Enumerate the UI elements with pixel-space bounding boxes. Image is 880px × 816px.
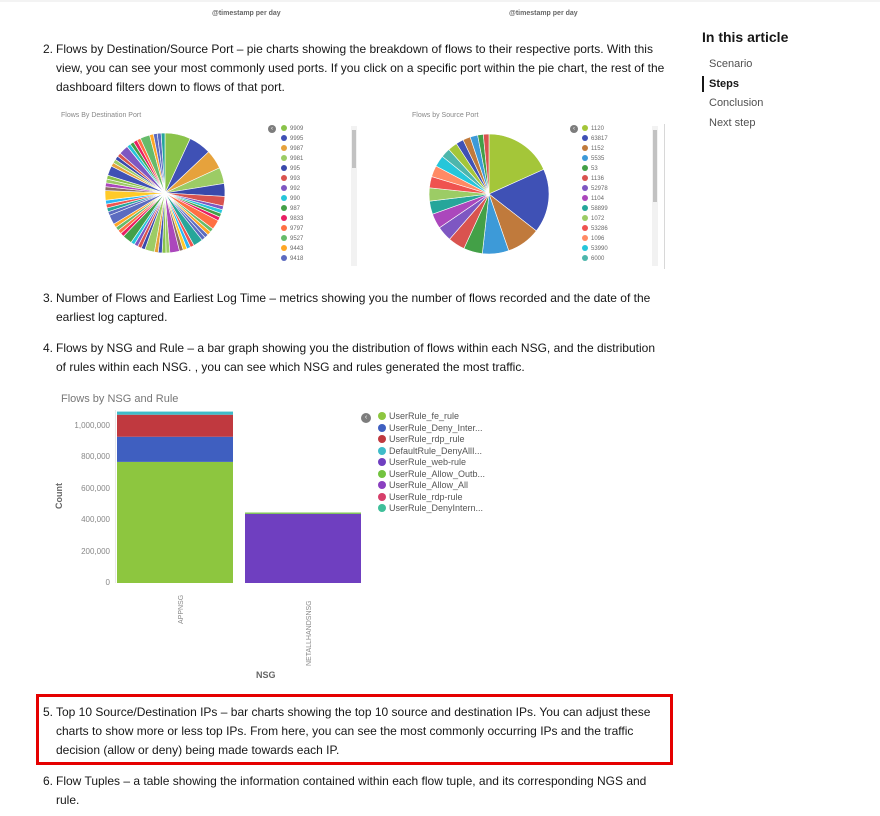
- pie-destination-legend-item[interactable]: [281, 174, 303, 184]
- bar-chart-ylabel: Count: [54, 483, 64, 509]
- pie-source-legend-item[interactable]: [582, 244, 608, 254]
- step-4: [43, 339, 668, 377]
- step-5-text: Top 10 Source/Destination IPs – bar charts showing the top 10 source and destination IPs. You can adjust these charts to show more or less top IPs. From here, you can see the most commonly occurring IPs and the traffic decision (allow or deny) being made towards each IP.: [56, 705, 651, 757]
- legend-dot-icon: [281, 215, 287, 221]
- bar-chart-legend: [378, 411, 485, 515]
- bar-chart-ytick: 400,000: [81, 515, 110, 525]
- pie-destination-legend-item[interactable]: [281, 234, 303, 244]
- legend-label: 9995: [290, 136, 304, 142]
- legend-dot-icon: [281, 235, 287, 241]
- step-5-number: 5.: [43, 705, 54, 719]
- pie-destination-legend-item[interactable]: [281, 204, 303, 214]
- step-6-text: Flow Tuples – a table showing the information contained within each flow tuple, and its corresponding NGS and rule.: [56, 774, 647, 807]
- bar-chart-ytick: 200,000: [81, 546, 110, 556]
- legend-dot-icon: [582, 215, 588, 221]
- legend-dot-icon: [378, 493, 386, 501]
- legend-dot-icon: [582, 185, 588, 191]
- bar-segment[interactable]: [117, 415, 233, 437]
- bar-chart-title: Flows by NSG and Rule: [61, 393, 179, 405]
- legend-dot-icon: [378, 504, 386, 512]
- legend-dot-icon: [281, 255, 287, 261]
- pie-source-legend-item[interactable]: [582, 144, 608, 154]
- legend-dot-icon: [281, 125, 287, 131]
- legend-dot-icon: [378, 458, 386, 466]
- scrollbar-thumb[interactable]: [352, 130, 356, 168]
- legend-dot-icon: [582, 175, 588, 181]
- legend-dot-icon: [582, 155, 588, 161]
- pie-source-legend-item[interactable]: [582, 254, 608, 264]
- pie-source-legend-item[interactable]: [582, 194, 608, 204]
- legend-dot-icon: [281, 155, 287, 161]
- step-2: [43, 40, 668, 97]
- legend-dot-icon: [281, 195, 287, 201]
- legend-dot-icon: [281, 245, 287, 251]
- legend-dot-icon: [281, 175, 287, 181]
- legend-dot-icon: [378, 424, 386, 432]
- toc-link-scenario[interactable]: Scenario: [709, 58, 753, 70]
- bar-legend-item[interactable]: [378, 411, 485, 423]
- legend-label: 1096: [591, 236, 605, 242]
- legend-label: 1136: [591, 176, 604, 182]
- pie-destination-port[interactable]: [103, 131, 227, 255]
- legend-dot-icon: [378, 412, 386, 420]
- legend-label: UserRule_web-rule: [389, 457, 467, 467]
- bar-segment[interactable]: [117, 412, 233, 415]
- legend-dot-icon: [281, 225, 287, 231]
- legend-label: 53286: [591, 226, 608, 232]
- legend-label: 995: [290, 166, 301, 172]
- legend-label: 1072: [591, 216, 605, 222]
- bar-segment[interactable]: [245, 514, 361, 583]
- legend-label: UserRule_fe_rule: [389, 411, 460, 421]
- legend-label: 992: [290, 186, 301, 192]
- step-6: [43, 772, 668, 810]
- bar-legend-item[interactable]: [378, 434, 485, 446]
- bar-chart-ytick: 600,000: [81, 483, 110, 493]
- pie-source-legend-item[interactable]: [582, 164, 608, 174]
- legend-dot-icon: [582, 225, 588, 231]
- legend-dot-icon: [582, 255, 588, 261]
- legend-label: 9443: [290, 246, 304, 252]
- legend-label: 990: [290, 196, 301, 202]
- legend-dot-icon: [582, 195, 588, 201]
- pie-source-legend-scrollbar[interactable]: [652, 126, 658, 266]
- legend-label: 52978: [591, 186, 608, 192]
- legend-dot-icon: [582, 235, 588, 241]
- step-3-number: 3.: [43, 291, 54, 305]
- legend-label: 58899: [591, 206, 608, 212]
- legend-dot-icon: [281, 145, 287, 151]
- pie-destination-legend-item[interactable]: [281, 254, 303, 264]
- pie-destination-legend-item[interactable]: [281, 194, 303, 204]
- legend-label: 993: [290, 176, 301, 182]
- pie-destination-legend-item[interactable]: [281, 224, 303, 234]
- bar-legend-item[interactable]: [378, 423, 485, 435]
- pie-destination-legend-item[interactable]: [281, 154, 303, 164]
- pie-source-legend: [582, 124, 608, 264]
- pie-source-legend-item[interactable]: [582, 214, 608, 224]
- pie-source-legend-item[interactable]: [582, 124, 608, 134]
- legend-label: 1152: [591, 146, 604, 152]
- pie-source-legend-item[interactable]: [582, 134, 608, 144]
- step-2-text: Flows by Destination/Source Port – pie charts showing the breakdown of flows to their respective ports. With this view, you can see your most commonly used ports. If you click on a specific port within the pie chart, the rest of the dashboard filters down to flows of that port.: [56, 42, 665, 94]
- pie-destination-legend-item[interactable]: [281, 164, 303, 174]
- toc-active-indicator: [702, 76, 704, 92]
- step-6-number: 6.: [43, 774, 54, 788]
- step-4-number: 4.: [43, 341, 54, 355]
- bar-chart-ytick: 1,000,000: [74, 420, 110, 430]
- bar-legend-item[interactable]: [378, 503, 485, 515]
- chart-divider: [664, 124, 665, 269]
- legend-label: 9797: [290, 226, 304, 232]
- legend-dot-icon: [582, 145, 588, 151]
- pie-destination-legend: [281, 124, 303, 264]
- legend-label: 1104: [591, 196, 604, 202]
- legend-dot-icon: [378, 470, 386, 478]
- timestamp-axis-label-right: @timestamp per day: [509, 10, 578, 17]
- bar-chart-xtick: APPNSG: [178, 594, 185, 624]
- pie-destination-legend-item[interactable]: [281, 244, 303, 254]
- bar-chart-xlabel: NSG: [256, 670, 276, 680]
- pie-destination-legend-item[interactable]: [281, 214, 303, 224]
- legend-dot-icon: [582, 245, 588, 251]
- step-3-text: Number of Flows and Earliest Log Time – metrics showing you the number of flows recorded and the date of the earliest log captured.: [56, 291, 651, 324]
- legend-label: 9527: [290, 236, 304, 242]
- pie-source-title: Flows by Source Port: [412, 112, 479, 119]
- bar-legend-toggle-icon[interactable]: ‹: [361, 413, 371, 423]
- step-2-number: 2.: [43, 42, 54, 56]
- legend-label: 9981: [290, 156, 304, 162]
- bar-segment[interactable]: [117, 437, 233, 462]
- legend-dot-icon: [582, 135, 588, 141]
- timestamp-axis-label-left: @timestamp per day: [212, 10, 281, 17]
- legend-label: 6000: [591, 256, 605, 262]
- pie-source-legend-item[interactable]: [582, 154, 608, 164]
- pie-destination-legend-item[interactable]: [281, 134, 303, 144]
- pie-destination-legend-scrollbar[interactable]: [351, 126, 357, 266]
- legend-label: 9833: [290, 216, 304, 222]
- pie-source-legend-item[interactable]: [582, 224, 608, 234]
- legend-label: 53: [591, 166, 598, 172]
- legend-label: 9909: [290, 126, 304, 132]
- legend-dot-icon: [582, 165, 588, 171]
- legend-label: 987: [290, 206, 301, 212]
- legend-label: 1120: [591, 126, 604, 132]
- step-4-text: Flows by NSG and Rule – a bar graph showing you the distribution of flows within each NSG, and the distribution of rules within each NSG. , you can see which NSG and rules generated the most traffic.: [56, 341, 655, 374]
- bar-legend-item[interactable]: [378, 480, 485, 492]
- pie-destination-legend-item[interactable]: [281, 184, 303, 194]
- legend-dot-icon: [378, 481, 386, 489]
- bar-legend-item[interactable]: [378, 469, 485, 481]
- pie-destination-legend-toggle-icon[interactable]: ‹: [268, 125, 276, 133]
- toc-link-conclusion[interactable]: Conclusion: [709, 97, 764, 109]
- legend-dot-icon: [582, 125, 588, 131]
- pie-source-legend-item[interactable]: [582, 174, 608, 184]
- legend-label: UserRule_Deny_Inter...: [389, 422, 483, 433]
- legend-label: 63817: [591, 136, 608, 142]
- legend-dot-icon: [281, 185, 287, 191]
- bar-chart-xtick: NETALLHANDSNSG: [306, 600, 313, 667]
- legend-dot-icon: [378, 447, 386, 455]
- bar-legend-item[interactable]: [378, 446, 485, 458]
- legend-dot-icon: [281, 205, 287, 211]
- legend-dot-icon: [378, 435, 386, 443]
- legend-label: UserRule_rdp-rule: [389, 491, 463, 502]
- legend-label: UserRule_Allow_Outb...: [389, 468, 486, 479]
- bar-chart-ytick: 0: [105, 578, 110, 587]
- legend-label: DefaultRule_DenyAllI...: [389, 445, 483, 456]
- pie-source-legend-toggle-icon[interactable]: ‹: [570, 125, 578, 133]
- pie-destination-legend-item[interactable]: [281, 144, 303, 154]
- pie-destination-legend-item[interactable]: [281, 124, 303, 134]
- legend-dot-icon: [582, 205, 588, 211]
- legend-label: 9987: [290, 146, 304, 152]
- step-3: [43, 289, 668, 327]
- legend-label: 53990: [591, 246, 608, 252]
- bar-chart-ytick: 800,000: [81, 452, 110, 462]
- pie-destination-title: Flows By Destination Port: [61, 112, 142, 119]
- legend-label: 5535: [591, 156, 605, 162]
- bar-legend-item[interactable]: [378, 492, 485, 504]
- legend-label: UserRule_DenyIntern...: [389, 503, 484, 513]
- bar-segment[interactable]: [245, 513, 361, 514]
- top-divider: [0, 0, 880, 2]
- legend-label: UserRule_Allow_All: [389, 480, 469, 490]
- pie-source-legend-item[interactable]: [582, 204, 608, 214]
- pie-source-legend-item[interactable]: [582, 184, 608, 194]
- pie-source-port[interactable]: [427, 132, 551, 256]
- toc-title: In this article: [702, 29, 789, 45]
- scrollbar-thumb[interactable]: [653, 130, 657, 202]
- legend-dot-icon: [281, 165, 287, 171]
- legend-label: UserRule_rdp_rule: [389, 434, 465, 444]
- legend-dot-icon: [281, 135, 287, 141]
- bar-segment[interactable]: [117, 462, 233, 583]
- pie-source-legend-item[interactable]: [582, 234, 608, 244]
- toc-link-steps[interactable]: Steps: [709, 78, 739, 90]
- bar-legend-item[interactable]: [378, 457, 485, 469]
- toc-link-next-step[interactable]: Next step: [709, 117, 756, 129]
- step-5: [43, 703, 656, 760]
- bar-chart-nsg-rule[interactable]: [115, 410, 365, 585]
- legend-label: 9418: [290, 256, 304, 262]
